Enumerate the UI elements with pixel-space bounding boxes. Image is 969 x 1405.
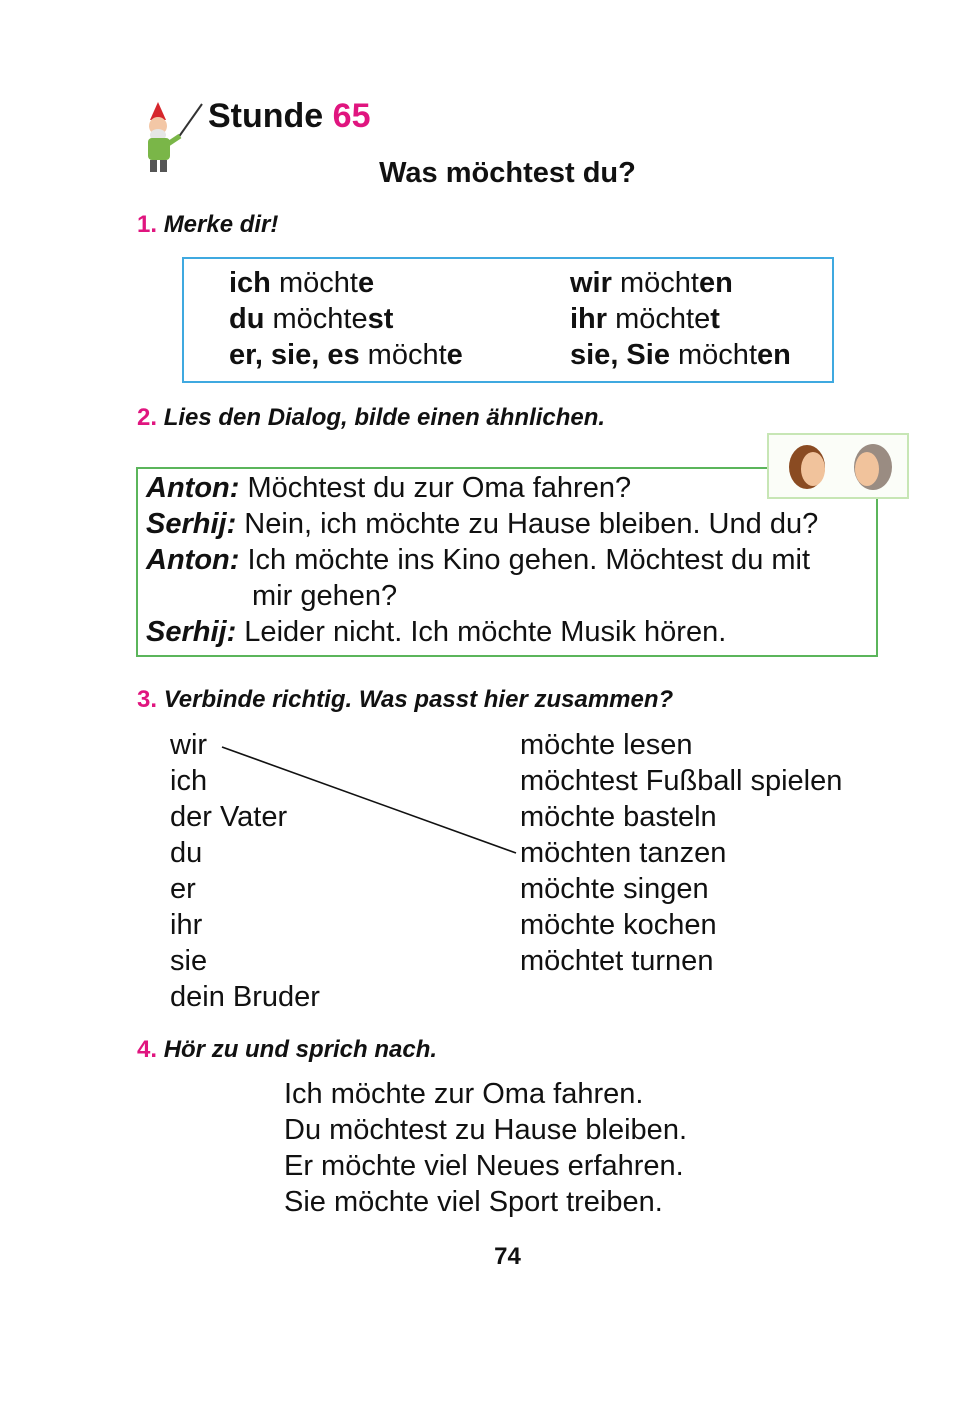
rhyme-line: Du möchtest zu Hause bleiben. [284, 1114, 687, 1146]
task-2-number: 2. [137, 404, 158, 431]
dialog-line: mir gehen? [252, 580, 398, 612]
subject-item: dein Bruder [170, 981, 320, 1013]
task-4-instruction: Hör zu und sprich nach. [163, 1036, 438, 1063]
dialog-line: Serhij: Nein, ich möchte zu Hause bleiben. Und du? [146, 508, 819, 540]
task-1-instruction: Merke dir! [163, 211, 279, 238]
task-4-heading [137, 1035, 437, 1065]
page-number: 74 [494, 1243, 521, 1270]
predicate-item: möchte basteln [520, 801, 717, 833]
conjugation-row: er, sie, es möchte [229, 339, 463, 371]
page-subtitle: Was möchtest du? [379, 157, 636, 189]
subject-item: ihr [170, 909, 203, 941]
dialog-line: Serhij: Leider nicht. Ich möchte Musik hören. [146, 616, 727, 648]
conjugation-row: sie, Sie möchten [570, 339, 791, 371]
lesson-number: 65 [332, 97, 371, 135]
subject-item: wir [170, 729, 208, 761]
task-1-number: 1. [137, 211, 158, 238]
rhyme-line: Sie möchte viel Sport treiben. [284, 1186, 663, 1218]
subject-item: sie [170, 945, 208, 977]
predicate-item: möchte kochen [520, 909, 717, 941]
lesson-title-text: Stunde [208, 97, 324, 135]
predicate-item: möchtet turnen [520, 945, 714, 977]
subject-item: er [170, 873, 196, 905]
predicate-item: möchte lesen [520, 729, 693, 761]
task-3-number: 3. [137, 686, 158, 713]
conjugation-row: ihr möchtet [570, 303, 720, 335]
task-2-instruction: Lies den Dialog, bilde einen ähnlichen. [163, 404, 606, 431]
predicate-item: möchte singen [520, 873, 709, 905]
task-4-number: 4. [137, 1036, 158, 1063]
predicate-item: möchten tanzen [520, 837, 727, 869]
task-3-instruction: Verbinde richtig. Was passt hier zusammen? [163, 686, 674, 713]
conjugation-row: ich möchte [229, 267, 375, 299]
rhyme-line: Ich möchte zur Oma fahren. [284, 1078, 644, 1110]
dialog-line: Anton: Ich möchte ins Kino gehen. Möchtest du mit [146, 544, 811, 576]
dialog-line: Anton: Möchtest du zur Oma fahren? [146, 472, 632, 504]
predicate-item: möchtest Fußball spielen [520, 765, 843, 797]
subject-item: ich [170, 765, 208, 797]
conjugation-row: du möchtest [229, 303, 394, 335]
rhyme-line: Er möchte viel Neues erfahren. [284, 1150, 684, 1182]
conjugation-row: wir möchten [570, 267, 733, 299]
subject-item: du [170, 837, 203, 869]
subject-item: der Vater [170, 801, 288, 833]
